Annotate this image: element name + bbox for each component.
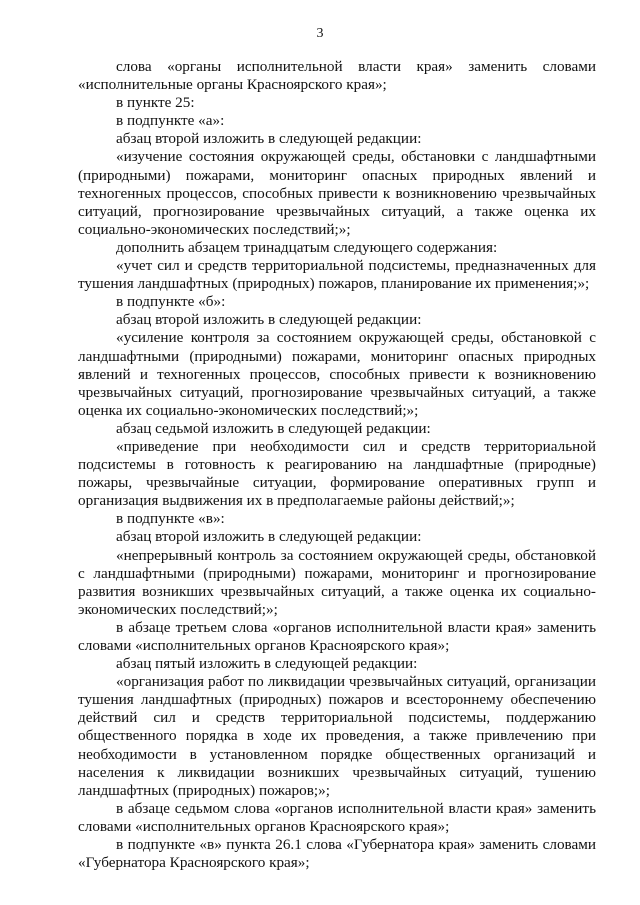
paragraph: абзац второй изложить в следующей редакции: bbox=[116, 311, 422, 329]
paragraph: в пункте 25: bbox=[116, 94, 195, 112]
paragraph: в подпункте «а»: bbox=[116, 112, 225, 130]
paragraph: в абзаце седьмом слова «органов исполнительной власти края» заменить словами «исполнительных органов Красноярского края»; bbox=[78, 799, 596, 835]
paragraph: в абзаце третьем слова «органов исполнительной власти края» заменить словами «исполнительных органов Красноярского края»; bbox=[78, 618, 596, 654]
paragraph: слова «органы исполнительной власти края» заменить словами «исполнительные органы Красноярского края»; bbox=[78, 58, 596, 94]
paragraph: в подпункте «в»: bbox=[116, 510, 225, 528]
paragraph: абзац второй изложить в следующей редакции: bbox=[116, 130, 422, 148]
paragraph: дополнить абзацем тринадцатым следующего содержания: bbox=[116, 238, 498, 256]
paragraph: абзац второй изложить в следующей редакции: bbox=[116, 528, 422, 546]
paragraph: «приведение при необходимости сил и средств территориальной подсистемы в готовность к реагированию на ландшафтные (природные) пожары, чрезвычайные ситуации, формирование оперативных групп и организация выдвижения их в предполагаемые районы действий;»; bbox=[78, 437, 596, 510]
page-number: 3 bbox=[316, 26, 324, 41]
paragraph: «учет сил и средств территориальной подсистемы, предназначенных для тушения ландшафтных (природных) пожаров, планирование их применения;»; bbox=[78, 257, 596, 293]
paragraph: «организация работ по ликвидации чрезвычайных ситуаций, организации тушения ландшафтных (природных) пожаров и всестороннему обеспечению действий сил и средств территориальной подсистемы, поддержанию общественного порядка в ходе их проведения, а также привлечению при необходимости в установленном порядке общественных организаций и населения к ликвидации возникших чрезвычайных ситуаций, тушению ландшафтных (природных) пожаров;»; bbox=[78, 673, 596, 799]
paragraph: «изучение состояния окружающей среды, обстановки с ландшафтными (природными) пожарами, мониторинг опасных природных явлений и техногенных процессов, способных привести к возникновению чрезвычайных ситуаций, прогнозирование чрезвычайных ситуаций, а также оценка их социально-экономических последствий;»; bbox=[78, 148, 596, 238]
document-body bbox=[78, 58, 596, 872]
paragraph: абзац пятый изложить в следующей редакции: bbox=[116, 655, 418, 673]
paragraph: абзац седьмой изложить в следующей редакции: bbox=[116, 419, 431, 437]
paragraph: «усиление контроля за состоянием окружающей среды, обстановкой с ландшафтными (природными) пожарами, мониторинг опасных природных явлений и техногенных процессов, способных привести к возникновению чрезвычайных ситуаций, прогнозирование чрезвычайных ситуаций, а также оценка их социально-экономических последствий;»; bbox=[78, 329, 596, 419]
paragraph: в подпункте «в» пункта 26.1 слова «Губернатора края» заменить словами «Губернатора Красноярского края»; bbox=[78, 836, 596, 872]
paragraph: в подпункте «б»: bbox=[116, 293, 226, 311]
paragraph: «непрерывный контроль за состоянием окружающей среды, обстановкой с ландшафтными (природными) пожарами, мониторинг и прогнозирование развития возникших чрезвычайных ситуаций, а также оценка их социально-экономических последствий;»; bbox=[78, 546, 596, 618]
